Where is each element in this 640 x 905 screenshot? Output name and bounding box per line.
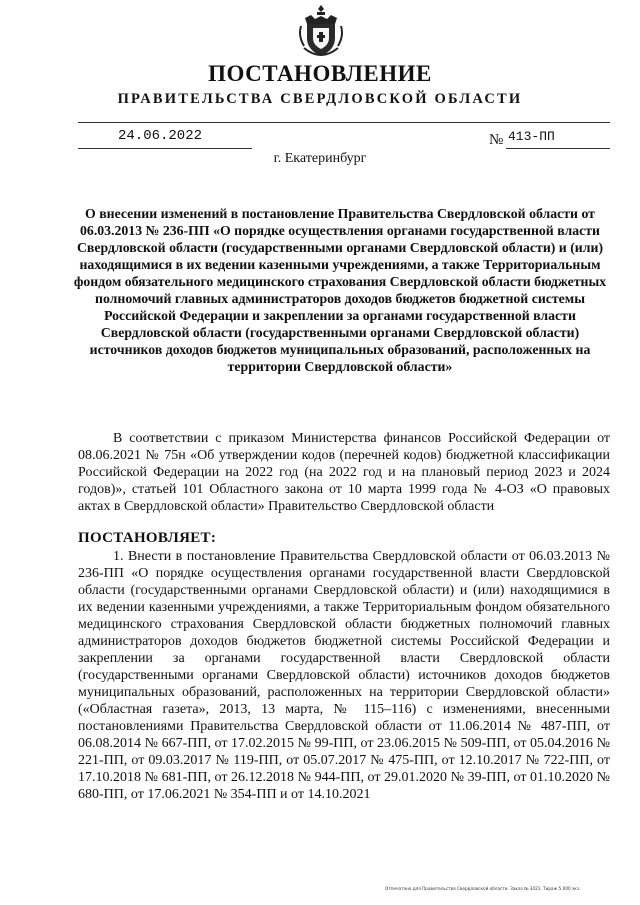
- document-heading: О внесении изменений в постановление Правительства Свердловской области от 06.03.2013 № 236-ПП «О порядке осуществления органами государственной власти Свердловской области (государственными органами Свердловской области) и (или) находящимися в их ведении казенными учреждениями, а также Территориальным фондом обязательного медицинского страхования Свердловской области бюджетных полномочий главных администраторов доходов бюджетов бюджетной системы Российской Федерации и закреплении за органами государственной власти Свердловской области (государственными органами Свердловской области) источников доходов бюджетов муниципальных образований, расположенных на территории Свердловской области»: [73, 206, 607, 374]
- document-number: 413-ПП: [508, 129, 555, 144]
- coat-of-arms-icon: [297, 4, 345, 60]
- preamble-text: В соответствии с приказом Министерства финансов Российской Федерации от 08.06.2021 № 75н «Об утверждении кодов (перечней кодов) бюджетной классификации Российской Федерации на 2022 год (на 2022 год и на плановый период 2023 и 2024 годов)», статьей 101 Областного закона от 10 марта 1999 года № 4-ОЗ «О правовых актах в Свердловской области» Правительство Свердловской области: [78, 431, 610, 514]
- city-line: г. Екатеринбург: [273, 151, 367, 166]
- number-underline: [506, 148, 610, 149]
- issuer-subtitle: ПРАВИТЕЛЬСТВА СВЕРДЛОВСКОЙ ОБЛАСТИ: [117, 91, 523, 107]
- document-title: ПОСТАНОВЛЕНИЕ: [208, 61, 432, 86]
- clause-paragraph: [78, 548, 610, 803]
- print-footer: Отпечатано для Правительства Свердловской области. Заказ № 3421. Тираж 5 000 экз.: [385, 886, 581, 891]
- header-divider: [78, 122, 610, 123]
- clause-text: 1. Внести в постановление Правительства Свердловской области от 06.03.2013 № 236-ПП «О порядке осуществления органами государственной власти Свердловской области (государственными органами Свердловской области) и (или) находящимися в их ведении казенными учреждениями, а также Территориальным фондом обязательного медицинского страхования Свердловской области бюджетных полномочий главных администраторов доходов бюджетов бюджетной системы Российской Федерации и закреплении за органами государственной власти Свердловской области (государственными органами Свердловской области) источников доходов бюджетов муниципальных образований, расположенных на территории Свердловской области» («Областная газета», 2013, 13 марта, № 115–116) с изменениями, внесенными постановлениями Правительства Свердловской области от 11.06.2014 № 487-ПП, от 06.08.2014 № 667-ПП, от 17.02.2015 № 99-ПП, от 23.06.2015 № 509-ПП, от 05.04.2016 № 221-ПП, от 09.03.2017 № 119-ПП, от 05.07.2017 № 475-ПП, от 12.10.2017 № 722-ПП, от 17.10.2018 № 681-ПП, от 26.12.2018 № 944-ПП, от 29.01.2020 № 39-ПП, от 01.10.2020 № 680-ПП, от 17.06.2021 № 354-ПП и от 14.10.2021: [78, 549, 610, 802]
- preamble-paragraph: [78, 430, 610, 515]
- number-label: №: [489, 132, 504, 148]
- resolves-label: ПОСТАНОВЛЯЕТ:: [78, 530, 217, 546]
- date-underline: [78, 148, 252, 149]
- document-date: 24.06.2022: [118, 128, 203, 144]
